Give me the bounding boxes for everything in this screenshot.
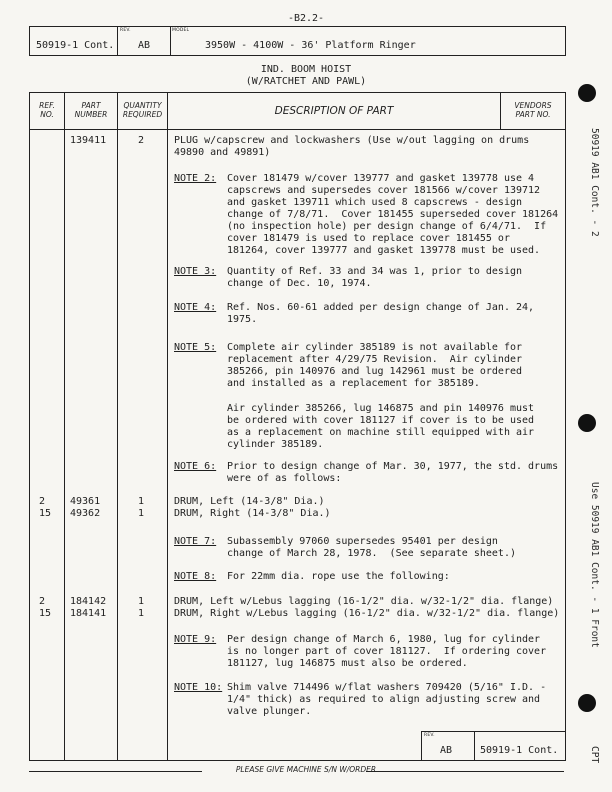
part-number: 184141: [70, 608, 107, 619]
part-number: 49362: [70, 508, 101, 519]
note-text: Air cylinder 385266, lug 146875 and pin 140976 must: [227, 403, 535, 414]
bottom-rev: AB: [440, 745, 453, 756]
note-label: NOTE 5:: [174, 342, 217, 353]
bottom-model-no: 50919-1 Cont.: [480, 745, 559, 756]
note-text: be ordered with cover 181127 if cover is to be used: [227, 415, 535, 426]
side-text-top: 50919 AB1 Cont. - 2: [589, 128, 600, 237]
note-label: NOTE 8:: [174, 571, 217, 582]
col-ref: REF. NO.: [39, 101, 55, 119]
part-number: 49361: [70, 496, 101, 507]
note-text: Shim valve 714496 w/flat washers 709420 (5/16" I.D. -: [227, 682, 547, 693]
note-text: were of as follows:: [227, 473, 342, 484]
title-line-2: (W/RATCHET AND PAWL): [245, 76, 367, 87]
rev-value: AB: [138, 40, 151, 51]
quantity: 1: [138, 496, 145, 507]
quantity: 1: [138, 596, 145, 607]
note-label: NOTE 10:: [174, 682, 223, 693]
part-description: DRUM, Left (14-3/8" Dia.): [174, 496, 325, 507]
model-no: 50919-1 Cont.: [36, 40, 115, 51]
note-text: as a replacement on machine still equipped with air: [227, 427, 535, 438]
binder-hole-bottom: [578, 694, 596, 712]
part-number: 139411: [70, 135, 107, 146]
rev-cell: [118, 27, 171, 55]
header-box: [29, 26, 566, 56]
note-text: Quantity of Ref. 33 and 34 was 1, prior to design: [227, 266, 523, 277]
part-number: 184142: [70, 596, 107, 607]
note-text: and installed as a replacement for 385189.: [227, 378, 480, 389]
footer-note: PLEASE GIVE MACHINE S/N W/ORDER: [235, 765, 377, 774]
note-text: 181127, lug 146875 must also be ordered.: [227, 658, 468, 669]
note-text: capscrews and supersedes cover 181566 w/cover 139712: [227, 185, 541, 196]
note-label: NOTE 9:: [174, 634, 217, 645]
note-label: NOTE 6:: [174, 461, 217, 472]
rev-label: REV.: [120, 28, 131, 33]
part-description: DRUM, Left w/Lebus lagging (16-1/2" dia. w/32-1/2" dia. flange): [174, 596, 554, 607]
bottom-box: [421, 731, 566, 761]
model-label: MODEL: [172, 28, 190, 33]
ref-number: 15: [39, 508, 52, 519]
note-text: change of 7/8/71. Cover 181455 superseded cover 181264: [227, 209, 559, 220]
note-label: NOTE 4:: [174, 302, 217, 313]
ref-number: 15: [39, 608, 52, 619]
note-text: Complete air cylinder 385189 is not available for: [227, 342, 523, 353]
note-text: Prior to design change of Mar. 30, 1977, the std. drums: [227, 461, 559, 472]
col-part: PART NUMBER: [74, 101, 108, 119]
note-text: Ref. Nos. 60-61 added per design change of Jan. 24,: [227, 302, 535, 313]
part-description: 49890 and 49891): [174, 147, 271, 158]
note-text: and gasket 139711 which used 8 capscrews - design: [227, 197, 523, 208]
binder-hole-top: [578, 84, 596, 102]
note-text: change of Dec. 10, 1974.: [227, 278, 372, 289]
note-text: replacement after 4/29/75 Revision. Air cylinder: [227, 354, 523, 365]
note-text: For 22mm dia. rope use the following:: [227, 571, 450, 582]
note-text: is no longer part of cover 181127. If ordering cover: [227, 646, 547, 657]
side-text-middle: Use 50919 AB1 Cont. - 1 Front: [589, 482, 600, 648]
quantity: 1: [138, 608, 145, 619]
model-value: 3950W - 4100W - 36' Platform Ringer: [205, 40, 416, 51]
note-text: Cover 181479 w/cover 139777 and gasket 139778 use 4: [227, 173, 535, 184]
note-label: NOTE 3:: [174, 266, 217, 277]
model-no-cell: [30, 27, 118, 55]
note-label: NOTE 7:: [174, 536, 217, 547]
part-description: DRUM, Right w/Lebus lagging (16-1/2" dia. w/32-1/2" dia. flange): [174, 608, 560, 619]
col-vendors: VENDORS PART NO.: [514, 101, 552, 119]
note-text: 385266, pin 140976 and lug 142961 must be ordered: [227, 366, 523, 377]
note-text: cover 181479 is used to replace cover 181455 or: [227, 233, 510, 244]
side-text-bottom: CPT: [589, 746, 600, 764]
title-line-1: IND. BOOM HOIST: [260, 64, 352, 75]
note-text: 181264, cover 139777 and gasket 139778 must be used.: [227, 245, 541, 256]
note-text: Subassembly 97060 supersedes 95401 per design: [227, 536, 498, 547]
note-text: cylinder 385189.: [227, 439, 324, 450]
col-description: DESCRIPTION OF PART: [274, 105, 394, 117]
ref-number: 2: [39, 496, 46, 507]
note-text: Per design change of March 6, 1980, lug for cylinder: [227, 634, 541, 645]
part-description: PLUG w/capscrew and lockwashers (Use w/out lagging on drums: [174, 135, 530, 146]
note-text: 1975.: [227, 314, 258, 325]
ref-number: 2: [39, 596, 46, 607]
col-qty: QUANTITY REQUIRED: [122, 101, 163, 119]
bottom-rev-label: REV.: [424, 733, 435, 738]
page-number: -B2.2-: [287, 13, 325, 24]
note-label: NOTE 2:: [174, 173, 217, 184]
quantity: 1: [138, 508, 145, 519]
note-text: (no inspection hole) per design change of 6/4/71. If: [227, 221, 547, 232]
part-description: DRUM, Right (14-3/8" Dia.): [174, 508, 331, 519]
quantity: 2: [138, 135, 145, 146]
note-text: valve plunger.: [227, 706, 312, 717]
note-text: 1/4" thick) as required to align adjusting screw and: [227, 694, 541, 705]
note-text: change of March 28, 1978. (See separate sheet.): [227, 548, 516, 559]
binder-hole-middle: [578, 414, 596, 432]
